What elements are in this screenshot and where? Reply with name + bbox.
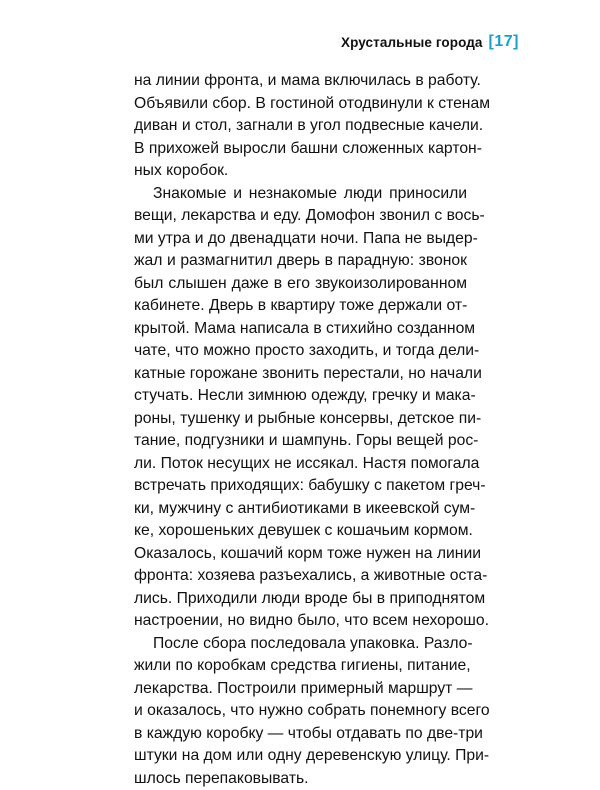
- page-number: [17]: [489, 33, 519, 51]
- running-header: [341, 33, 519, 51]
- text-line: ных коробок.: [134, 160, 467, 183]
- text-line: встречать приходящих: бабушку с пакетом греч-: [134, 475, 467, 498]
- text-line: вещи, лекарства и еду. Домофон звонил с вось-: [134, 205, 467, 228]
- text-line: тание, подгузники и шампунь. Горы вещей рос-: [134, 430, 467, 453]
- text-line: В прихожей выросли башни сложенных картон-: [134, 138, 467, 161]
- text-line: настроении, но видно было, что всем нехорошо.: [134, 610, 467, 633]
- text-line: Оказалось, кошачий корм тоже нужен на линии: [134, 543, 467, 566]
- book-title: Хрустальные города: [341, 35, 483, 50]
- text-line: стучать. Несли зимнюю одежду, гречку и мака-: [134, 385, 467, 408]
- text-line: жал и размагнитил дверь в парадную: звонок: [134, 250, 467, 273]
- text-line: чате, что можно просто заходить, и тогда дели-: [134, 340, 467, 363]
- text-line: ке, хорошеньких девушек с кошачьим кормом.: [134, 520, 467, 543]
- text-line: диван и стол, загнали в угол подвесные качели.: [134, 115, 467, 138]
- text-line: лекарства. Построили примерный маршрут —: [134, 678, 467, 701]
- text-line: крытой. Мама написала в стихийно созданном: [134, 318, 467, 341]
- text-line: катные горожане звонить перестали, но начали: [134, 363, 467, 386]
- paragraph: [134, 183, 467, 633]
- text-line: Знакомые и незнакомые люди приносили: [134, 183, 467, 206]
- text-line: и оказалось, что нужно собрать понемногу всего: [134, 700, 467, 723]
- text-line: ки, мужчину с антибиотиками в икеевской сум-: [134, 498, 467, 521]
- text-line: После сбора последовала упаковка. Разло-: [134, 633, 467, 656]
- text-line: лись. Приходили люди вроде бы в приподнятом: [134, 588, 467, 611]
- text-line: ли. Поток несущих не иссякал. Настя помогала: [134, 453, 467, 476]
- text-line: шлось перепаковывать.: [134, 768, 467, 790]
- text-line: жили по коробкам средства гигиены, питание,: [134, 655, 467, 678]
- body-text: [134, 70, 467, 790]
- text-line: роны, тушенку и рыбные консервы, детское пи-: [134, 408, 467, 431]
- text-line: фронта: хозяева разъехались, а животные оста-: [134, 565, 467, 588]
- paragraph: [134, 70, 467, 183]
- text-line: был слышен даже в его звукоизолированном: [134, 273, 467, 296]
- text-line: штуки на дом или одну деревенскую улицу. При-: [134, 745, 467, 768]
- text-line: на линии фронта, и мама включилась в работу.: [134, 70, 467, 93]
- text-line: в каждую коробку — чтобы отдавать по две-три: [134, 723, 467, 746]
- text-line: ми утра и до двенадцати ночи. Папа не выдер-: [134, 228, 467, 251]
- paragraph: [134, 633, 467, 790]
- text-line: Объявили сбор. В гостиной отодвинули к стенам: [134, 93, 467, 116]
- text-line: кабинете. Дверь в квартиру тоже держали от-: [134, 295, 467, 318]
